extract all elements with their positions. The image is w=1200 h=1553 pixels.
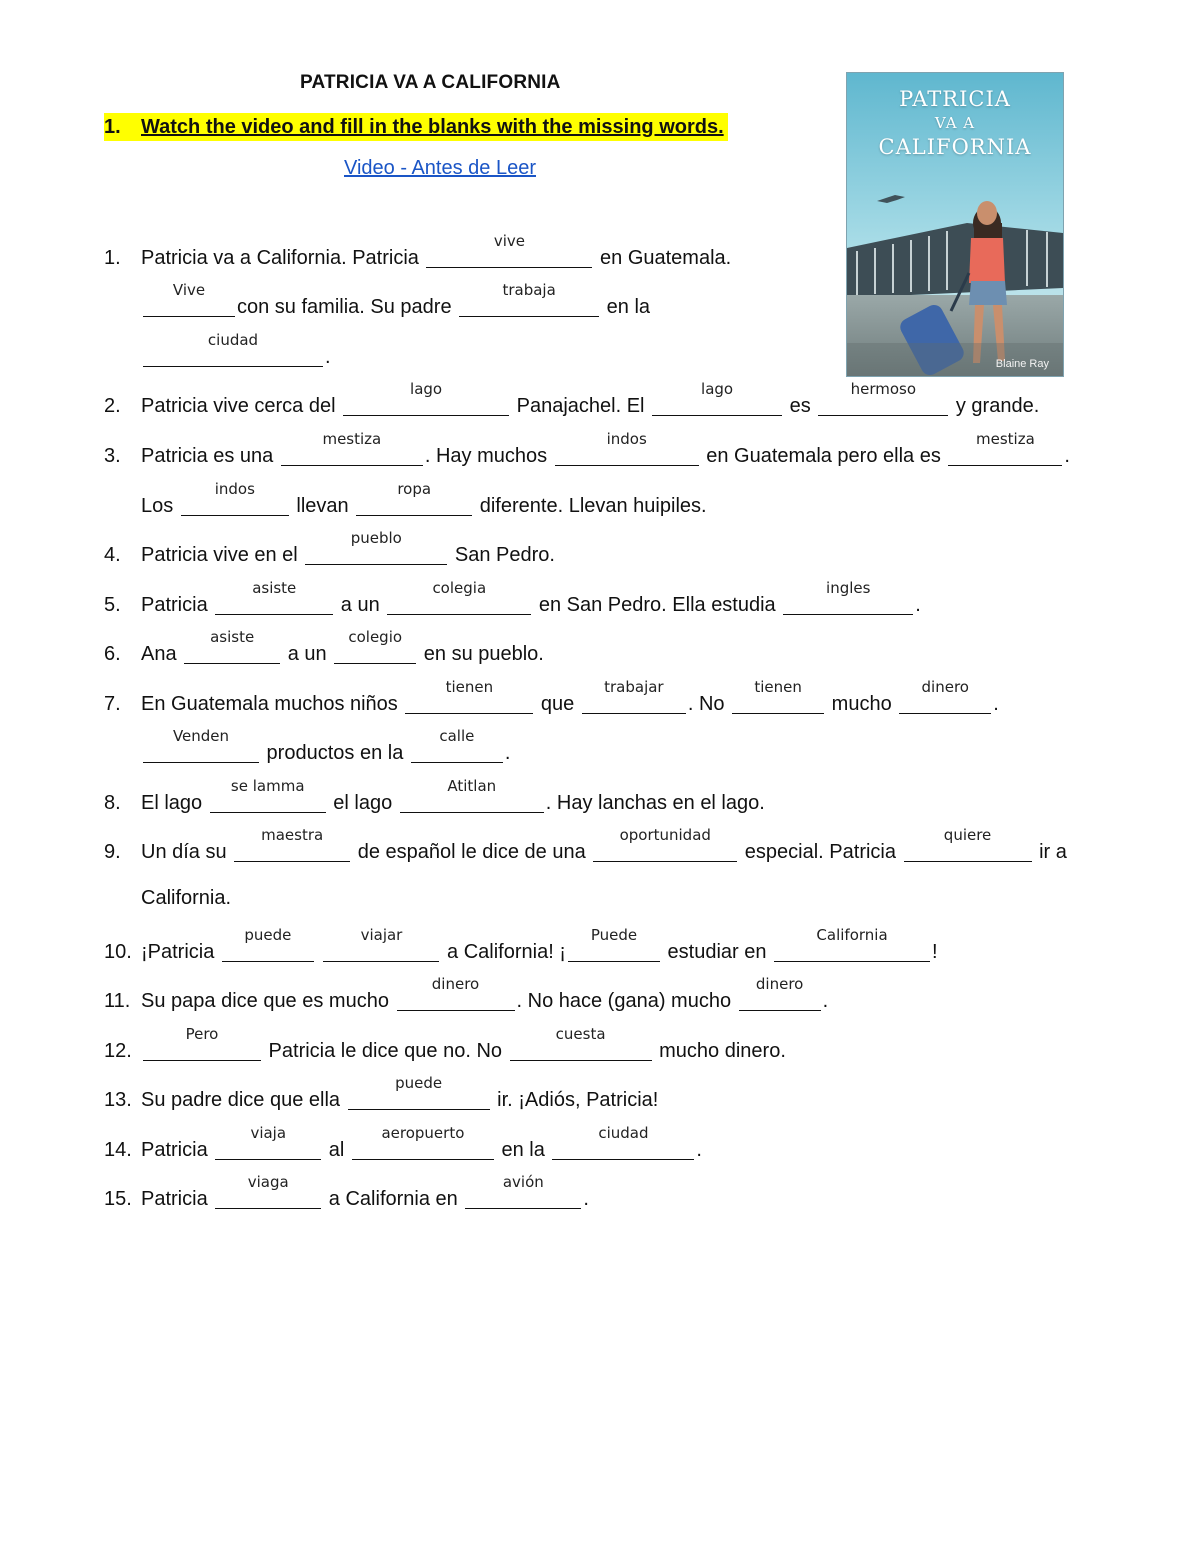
answer-text: ciudad (598, 1124, 649, 1142)
answer-blank[interactable] (348, 1074, 490, 1110)
answer-blank[interactable] (143, 331, 323, 367)
answer-text: puede (244, 926, 292, 944)
item-number: 14. (104, 1139, 132, 1161)
answer-blank[interactable] (356, 480, 472, 516)
answer-blank[interactable] (143, 1025, 261, 1061)
exercise-line (104, 1025, 786, 1064)
sentence-text: Patricia va a California. Patricia (141, 247, 425, 269)
answer-blank[interactable] (568, 926, 660, 962)
answer-text: maestra (261, 826, 324, 844)
instruction-text: Watch the video and fill in the blanks with the missing words. (141, 116, 724, 138)
answer-text: colegia (432, 579, 487, 597)
sentence-text: Patricia le dice que no. No (263, 1040, 508, 1062)
exercise-line (104, 1074, 659, 1113)
sentence-text: . (822, 990, 829, 1012)
answer-text: Pero (185, 1025, 219, 1043)
sentence-text: Los (141, 495, 179, 517)
sentence-text: . (696, 1139, 702, 1161)
answer-blank[interactable] (215, 1173, 321, 1209)
answer-blank[interactable] (234, 826, 350, 862)
answer-blank[interactable] (732, 678, 824, 714)
answer-blank[interactable] (400, 777, 544, 813)
sentence-text: a California en (323, 1188, 464, 1210)
exercise-line (104, 628, 544, 667)
answer-text: vive (493, 232, 526, 250)
answer-text: Atitlan (447, 777, 497, 795)
sentence-text: a California! ¡ (441, 941, 566, 963)
answer-blank[interactable] (510, 1025, 652, 1061)
answer-blank[interactable] (652, 380, 782, 416)
answer-text: California (816, 926, 888, 944)
answer-text: viaja (250, 1124, 287, 1142)
sentence-text: Ana (141, 643, 183, 665)
sentence-text: productos en la (261, 742, 409, 764)
sentence-text: es (784, 395, 817, 417)
sentence-text: California. (141, 887, 232, 909)
sentence-text: especial. Patricia (739, 841, 902, 863)
sentence-text: San Pedro. (449, 544, 555, 566)
exercise-line (104, 579, 921, 618)
sentence-text: . Hay muchos (424, 445, 553, 467)
answer-blank[interactable] (210, 777, 326, 813)
item-number: 12. (104, 1040, 132, 1062)
answer-text: tienen (445, 678, 494, 696)
item-number: 5. (104, 594, 121, 616)
sentence-text: en la (601, 296, 651, 318)
video-link[interactable]: Video - Antes de Leer (344, 157, 536, 179)
item-number: 6. (104, 643, 121, 665)
answer-text: ropa (397, 480, 432, 498)
answer-text: Vive (172, 281, 206, 299)
sentence-text: . (993, 693, 999, 715)
answer-text: dinero (921, 678, 969, 696)
answer-blank[interactable] (397, 975, 515, 1011)
sentence-text: el lago (327, 792, 398, 814)
answer-text: dinero (431, 975, 480, 993)
answer-text: aeropuerto (381, 1124, 465, 1142)
answer-blank[interactable] (387, 579, 531, 615)
exercise-line (104, 1124, 702, 1163)
sentence-text: Su papa dice que es mucho (141, 990, 395, 1012)
answer-text: Puede (590, 926, 638, 944)
exercise-line (104, 430, 1070, 469)
item-number: 11. (104, 990, 131, 1012)
sentence-text: en Guatemala. (594, 247, 732, 269)
instruction-heading (104, 113, 728, 141)
exercise-line (104, 881, 231, 915)
sentence-text: En Guatemala muchos niños (141, 693, 404, 715)
sentence-text: mucho (826, 693, 898, 715)
answer-text: hermoso (850, 380, 917, 398)
answer-text: trabajar (604, 678, 664, 696)
sentence-text (316, 941, 322, 963)
sentence-text: mucho dinero. (653, 1040, 786, 1062)
answer-blank[interactable] (899, 678, 991, 714)
sentence-text: Patricia vive cerca del (141, 395, 342, 417)
instruction-number: 1. (104, 116, 121, 138)
sentence-text: al (323, 1139, 350, 1161)
answer-blank[interactable] (739, 975, 821, 1011)
item-number: 2. (104, 395, 121, 417)
item-number: 7. (104, 693, 121, 715)
sentence-text: . (325, 346, 331, 368)
answer-blank[interactable] (215, 579, 333, 615)
sentence-text: que (535, 693, 580, 715)
answer-blank[interactable] (323, 926, 439, 962)
item-number: 10. (104, 941, 132, 963)
exercise-line (104, 480, 707, 519)
sentence-text: Su padre dice que ella (141, 1089, 346, 1111)
sentence-text: . Hay lanchas en el lago. (545, 792, 765, 814)
sentence-text: ¡Patricia (141, 941, 220, 963)
answer-text: trabaja (502, 281, 556, 299)
sentence-text: . No hace (gana) mucho (516, 990, 737, 1012)
answer-blank[interactable] (582, 678, 686, 714)
answer-text: puede (395, 1074, 443, 1092)
item-number: 4. (104, 544, 121, 566)
answer-text: calle (439, 727, 475, 745)
sentence-text: Un día su (141, 841, 233, 863)
answer-text: Venden (172, 727, 230, 745)
answer-blank[interactable] (411, 727, 503, 763)
sentence-text: . (583, 1188, 589, 1210)
sentence-text: ir. ¡Adiós, Patricia! (491, 1089, 659, 1111)
cover-title: PATRICIA VA A CALIFORNIA (878, 87, 1032, 159)
exercise-line (104, 678, 999, 717)
answer-text: indos (606, 430, 647, 448)
answer-text: asiste (210, 628, 255, 646)
sentence-text: en la (495, 1139, 551, 1161)
sentence-text: El lago (141, 792, 208, 814)
answer-text: asiste (252, 579, 297, 597)
answer-text: dinero (755, 975, 804, 993)
answer-blank[interactable] (184, 628, 280, 664)
sentence-text: ! (932, 941, 938, 963)
answer-text: viaga (247, 1173, 289, 1191)
sentence-text: en Guatemala pero ella es (700, 445, 947, 467)
item-number: 3. (104, 445, 121, 467)
exercise-line (104, 975, 829, 1014)
answer-blank[interactable] (343, 380, 509, 416)
answer-blank[interactable] (426, 232, 592, 268)
exercise-line (104, 926, 938, 965)
sentence-text: a un (335, 594, 386, 616)
item-number: 9. (104, 841, 121, 863)
answer-blank[interactable] (305, 529, 447, 565)
answer-blank[interactable] (818, 380, 948, 416)
sentence-text: . (1064, 445, 1070, 467)
answer-blank[interactable] (774, 926, 930, 962)
item-number: 8. (104, 792, 121, 814)
answer-text: lago (701, 380, 734, 398)
answer-blank[interactable] (143, 727, 259, 763)
answer-blank[interactable] (143, 281, 235, 317)
cover-author: Blaine Ray (995, 358, 1049, 370)
sentence-text: . (504, 742, 511, 764)
sentence-text: Patricia (141, 1139, 214, 1161)
sentence-text: a un (282, 643, 333, 665)
sentence-text: en su pueblo. (418, 643, 544, 665)
answer-blank[interactable] (405, 678, 533, 714)
sentence-text: llevan (290, 495, 355, 517)
answer-blank[interactable] (904, 826, 1032, 862)
exercise-line (104, 281, 651, 320)
answer-blank[interactable] (552, 1124, 694, 1160)
answer-blank[interactable] (465, 1173, 581, 1209)
item-number: 15. (104, 1188, 132, 1210)
answer-blank[interactable] (352, 1124, 494, 1160)
sentence-text: ir a (1033, 841, 1067, 863)
sentence-text: Patricia (141, 1188, 214, 1210)
answer-text: avión (502, 1173, 544, 1191)
sentence-text: de español le dice de una (352, 841, 592, 863)
answer-text: ciudad (207, 331, 259, 349)
exercise-line (104, 826, 1067, 865)
answer-blank[interactable] (334, 628, 416, 664)
answer-blank[interactable] (555, 430, 699, 466)
sentence-text: con su familia. Su padre (237, 296, 458, 318)
answer-blank[interactable] (783, 579, 913, 615)
exercise-line (104, 380, 1040, 419)
item-number: 13. (104, 1089, 132, 1111)
answer-text: colegio (348, 628, 403, 646)
answer-text: quiere (943, 826, 992, 844)
answer-text: ingles (826, 579, 871, 597)
answer-text: mestiza (322, 430, 382, 448)
answer-text: oportunidad (619, 826, 711, 844)
exercise-line (104, 529, 555, 568)
answer-text: lago (410, 380, 443, 398)
sentence-text: . No (687, 693, 731, 715)
answer-text: viajar (360, 926, 403, 944)
exercise-line (104, 727, 511, 766)
answer-blank[interactable] (281, 430, 423, 466)
sentence-text: estudiar en (661, 941, 773, 963)
sentence-text: diferente. Llevan huipiles. (474, 495, 707, 517)
answer-blank[interactable] (215, 1124, 321, 1160)
item-number: 1. (104, 247, 121, 269)
answer-blank[interactable] (593, 826, 737, 862)
exercise-line (104, 1173, 589, 1212)
exercise-line (104, 232, 732, 271)
answer-blank[interactable] (459, 281, 599, 317)
sentence-text: en San Pedro. Ella estudia (533, 594, 782, 616)
sentence-text: Patricia es una (141, 445, 279, 467)
sentence-text: Panajachel. El (511, 395, 651, 417)
exercise-line (104, 777, 765, 816)
answer-text: pueblo (350, 529, 402, 547)
answer-blank[interactable] (222, 926, 314, 962)
answer-blank[interactable] (948, 430, 1062, 466)
answer-text: mestiza (976, 430, 1035, 448)
page-title: PATRICIA VA A CALIFORNIA (300, 72, 561, 93)
book-cover-image (846, 72, 1064, 377)
exercise-line (104, 331, 331, 370)
answer-text: se lamma (230, 777, 305, 795)
sentence-text: y grande. (950, 395, 1040, 417)
sentence-text: . (915, 594, 921, 616)
sentence-text: Patricia vive en el (141, 544, 304, 566)
sentence-text: Patricia (141, 594, 214, 616)
answer-text: cuesta (555, 1025, 606, 1043)
answer-blank[interactable] (181, 480, 289, 516)
answer-text: indos (214, 480, 255, 498)
answer-text: tienen (754, 678, 802, 696)
